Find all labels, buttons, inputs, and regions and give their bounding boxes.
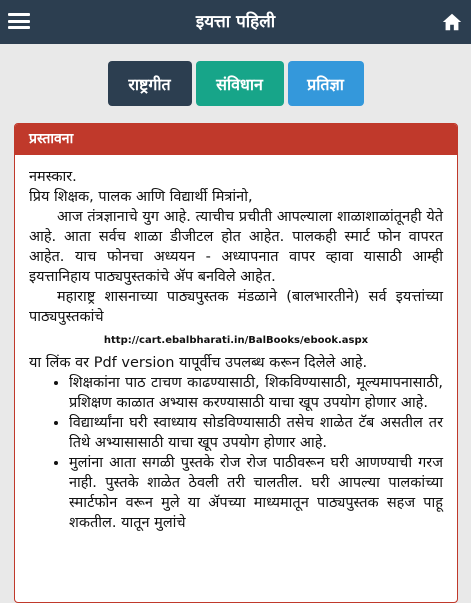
intro-paragraph: आज तंत्रज्ञानाचे युग आहे. त्याचीच प्रचीती आपल्याला शाळाशाळांतूनही येते आहे. आता सर्वच शाळा डीजीटल होत आहेत. पालकही स्मार्ट फोन वापरत आहेत. याच फोनचा अध्ययन - अध्यापनात वापर व्हावा यासाठी आम्ही इयत्तानिहाय पाठ्यपुस्तकांचे ॲप बनविले आहेत.: [29, 209, 443, 285]
page-title: इयत्ता पहिली: [195, 12, 276, 32]
home-icon[interactable]: [441, 11, 463, 33]
top-app-bar: [0, 0, 471, 44]
tab-constitution[interactable]: संविधान: [196, 61, 284, 106]
list-item: • विद्यार्थ्यांना घरी स्वाध्याय सोडविण्यासाठी तसेच शाळेत टॅब असतील तर तिथे अभ्यासासाठी याचा खूप उपयोग होणार आहे.: [69, 413, 443, 453]
list-item: • मुलांना आता सगळी पुस्तके रोज रोज पाठीवरून घरी आणण्याची गरज नाही. पुस्तके शाळेत ठेवली तरी चालतील. घरी आपल्या पालकांच्या स्मार्टफोन वरून मुले या ॲपच्या माध्यमातून पाठ्यपुस्तक सहज पाहू शकतील. यातून मुलांचे: [69, 453, 443, 533]
salutation-text: प्रिय शिक्षक, पालक आणि विद्यार्थी मित्रांनो,: [29, 189, 253, 205]
greeting-text: नमस्कार.: [29, 169, 77, 185]
preface-panel: [14, 123, 458, 603]
panel-body: [15, 155, 457, 533]
panel-title: प्रस्तावना: [15, 124, 457, 155]
tab-bar: [0, 61, 471, 106]
ebook-link-line: [29, 333, 443, 349]
benefits-list: [29, 373, 443, 533]
tab-national-anthem[interactable]: राष्ट्रगीत: [108, 61, 192, 106]
list-item: • शिक्षकांना पाठ टाचण काढण्यासाठी, शिकविण्यासाठी, मूल्यमापनासाठी, प्रशिक्षण काळात अभ्यास करण्यासाठी याचा खूप उपयोग होणार आहे.: [69, 373, 443, 413]
ebook-link[interactable]: http://cart.ebalbharati.in/BalBooks/ebook.aspx: [103, 335, 369, 346]
board-paragraph: महाराष्ट्र शासनाच्या पाठ्यपुस्तक मंडळाने (बालभारतीने) सर्व इयत्तांच्या पाठ्यपुस्तकांचे: [29, 289, 443, 325]
tab-pledge[interactable]: प्रतिज्ञा: [288, 61, 364, 106]
availability-paragraph: या लिंक वर Pdf version यापूर्वीच उपलब्ध करून दिलेले आहे.: [29, 355, 368, 371]
home-icon-graphic: [441, 11, 463, 33]
